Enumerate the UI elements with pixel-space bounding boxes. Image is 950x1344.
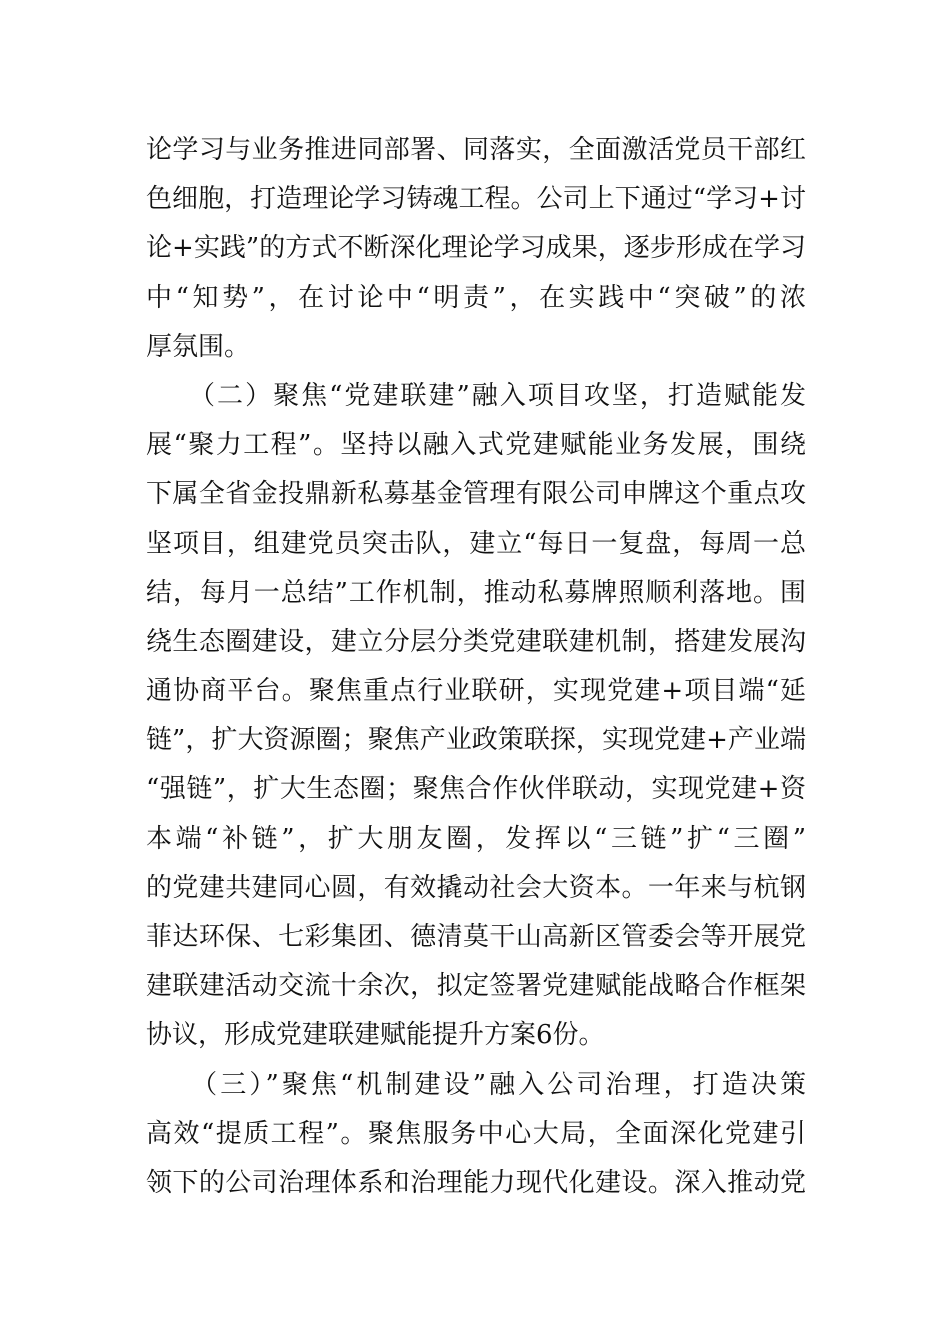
text-line: 厚氛围。: [146, 331, 251, 362]
text-line: 绕生态圈建设，建立分层分类党建联建机制，搭建发展沟: [146, 626, 806, 657]
text-line: 的党建共建同心圆，有效撬动社会大资本。一年来与杭钢: [146, 872, 806, 903]
text-line: 结，每月一总结”工作机制，推动私募牌照顺利落地。围: [146, 577, 806, 608]
text-line: 高效“提质工程”。聚焦服务中心大局，全面深化党建引: [146, 1118, 806, 1149]
text-line: 色细胞，打造理论学习铸魂工程。公司上下通过“学习+讨: [146, 184, 806, 215]
text-line: 协议，形成党建联建赋能提升方案6份。: [146, 1020, 605, 1051]
text-line: 链”，扩大资源圈；聚焦产业政策联探，实现党建+产业端: [146, 725, 806, 756]
text-line: 坚项目，组建党员突击队，建立“每日一复盘，每周一总: [146, 528, 806, 559]
text-line: 领下的公司治理体系和治理能力现代化建设。深入推动党: [146, 1167, 806, 1198]
text-line: 通协商平台。聚焦重点行业联研，实现党建+项目端“延: [146, 676, 806, 707]
body-text: [146, 126, 806, 1208]
text-line: 展“聚力工程”。坚持以融入式党建赋能业务发展，围绕: [146, 430, 806, 461]
text-line: 论+实践”的方式不断深化理论学习成果，逐步形成在学习: [146, 233, 806, 264]
text-line: 本端“补链”，扩大朋友圈，发挥以“三链”扩“三圈”: [146, 823, 806, 854]
section-heading-line: （三）”聚焦“机制建设”融入公司治理，打造决策: [146, 1069, 806, 1100]
text-line: 菲达环保、七彩集团、德清莫干山高新区管委会等开展党: [146, 922, 806, 952]
text-line: 建联建活动交流十余次，拟定签署党建赋能战略合作框架: [146, 971, 806, 1002]
text-line: 中“知势”，在讨论中“明责”，在实践中“突破”的浓: [146, 282, 806, 313]
section-heading-line: （二）聚焦“党建联建”融入项目攻坚，打造赋能发: [146, 380, 806, 411]
text-line: 下属全省金投鼎新私募基金管理有限公司申牌这个重点攻: [146, 479, 806, 510]
text-line: “强链”，扩大生态圈；聚焦合作伙伴联动，实现党建+资: [146, 774, 806, 805]
text-line: 论学习与业务推进同部署、同落实，全面激活党员干部红: [146, 135, 806, 165]
